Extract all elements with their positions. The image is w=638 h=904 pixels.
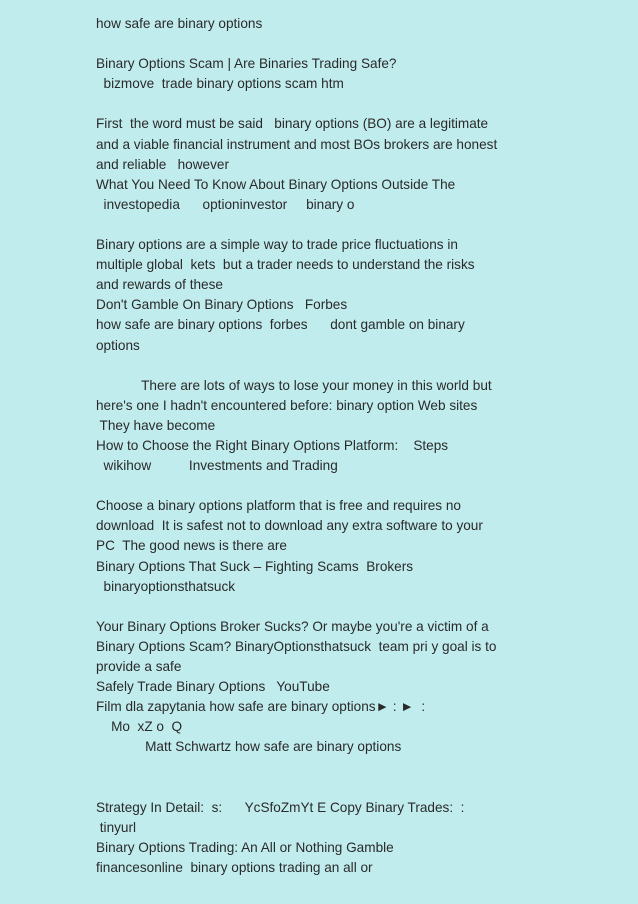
result-snippet-line: Binary options are a simple way to trade price fluctuations in xyxy=(96,237,458,253)
result-source: bizmove trade binary options scam htm xyxy=(96,76,344,92)
result-source: investopedia optioninvestor binary o xyxy=(96,196,355,212)
result-title[interactable]: Don't Gamble On Binary Options Forbes xyxy=(96,297,348,313)
result-title[interactable]: Binary Options That Suck – Fighting Scams Brokers xyxy=(96,558,414,574)
result-snippet-line: There are lots of ways to lose your money in this world but xyxy=(96,377,492,393)
document-page xyxy=(96,14,536,878)
result-source: options xyxy=(96,337,140,353)
video-caption-line: Film dla zapytania how safe are binary options► : ► : xyxy=(96,699,426,715)
video-caption-line: Mo xZ o Q xyxy=(96,719,183,735)
spacer xyxy=(96,476,536,496)
result-snippet-line: They have become xyxy=(96,417,216,433)
result-title[interactable]: How to Choose the Right Binary Options Platform: Steps xyxy=(96,437,449,453)
result-snippet-line: Choose a binary options platform that is free and requires no xyxy=(96,498,461,514)
spacer xyxy=(96,597,536,617)
result-snippet-line: PC The good news is there are xyxy=(96,538,287,554)
spacer xyxy=(96,215,536,235)
spacer xyxy=(96,34,536,54)
result-title[interactable]: Strategy In Detail: s: YcSfoZmYt E Copy Binary Trades: : xyxy=(96,799,465,815)
spacer xyxy=(96,356,536,376)
result-source: how safe are binary options forbes dont gamble on binary xyxy=(96,317,465,333)
result-title[interactable]: Binary Options Scam | Are Binaries Trading Safe? xyxy=(96,56,397,72)
result-snippet-line: Binary Options Scam? BinaryOptionsthatsuck team pri y goal is to xyxy=(96,638,497,654)
result-title[interactable]: Safely Trade Binary Options YouTube xyxy=(96,679,330,695)
result-source: wikihow Investments and Trading xyxy=(96,458,338,474)
result-source: financesonline binary options trading an all or xyxy=(96,859,373,875)
spacer xyxy=(96,94,536,114)
document-heading: how safe are binary options xyxy=(96,16,263,31)
result-snippet-line: Your Binary Options Broker Sucks? Or maybe you're a victim of a xyxy=(96,618,489,634)
spacer xyxy=(96,757,536,797)
result-snippet-line: multiple global kets but a trader needs to understand the risks xyxy=(96,257,475,273)
video-caption-line: Matt Schwartz how safe are binary options xyxy=(96,739,402,755)
result-snippet-line: here's one I hadn't encountered before: binary option Web sites xyxy=(96,397,478,413)
result-snippet-line: and rewards of these xyxy=(96,277,223,293)
result-source: tinyurl xyxy=(96,819,137,835)
result-source: binaryoptionsthatsuck xyxy=(96,578,236,594)
result-snippet-line: provide a safe xyxy=(96,659,182,674)
result-snippet-line: and reliable however xyxy=(96,156,229,172)
result-snippet-line: download It is safest not to download any extra software to your xyxy=(96,518,483,534)
result-snippet-line: and a viable financial instrument and most BOs brokers are honest xyxy=(96,136,498,152)
result-snippet-line: First the word must be said binary options (BO) are a legitimate xyxy=(96,116,489,132)
result-title[interactable]: Binary Options Trading: An All or Nothing Gamble xyxy=(96,839,394,855)
result-title[interactable]: What You Need To Know About Binary Options Outside The xyxy=(96,176,456,192)
